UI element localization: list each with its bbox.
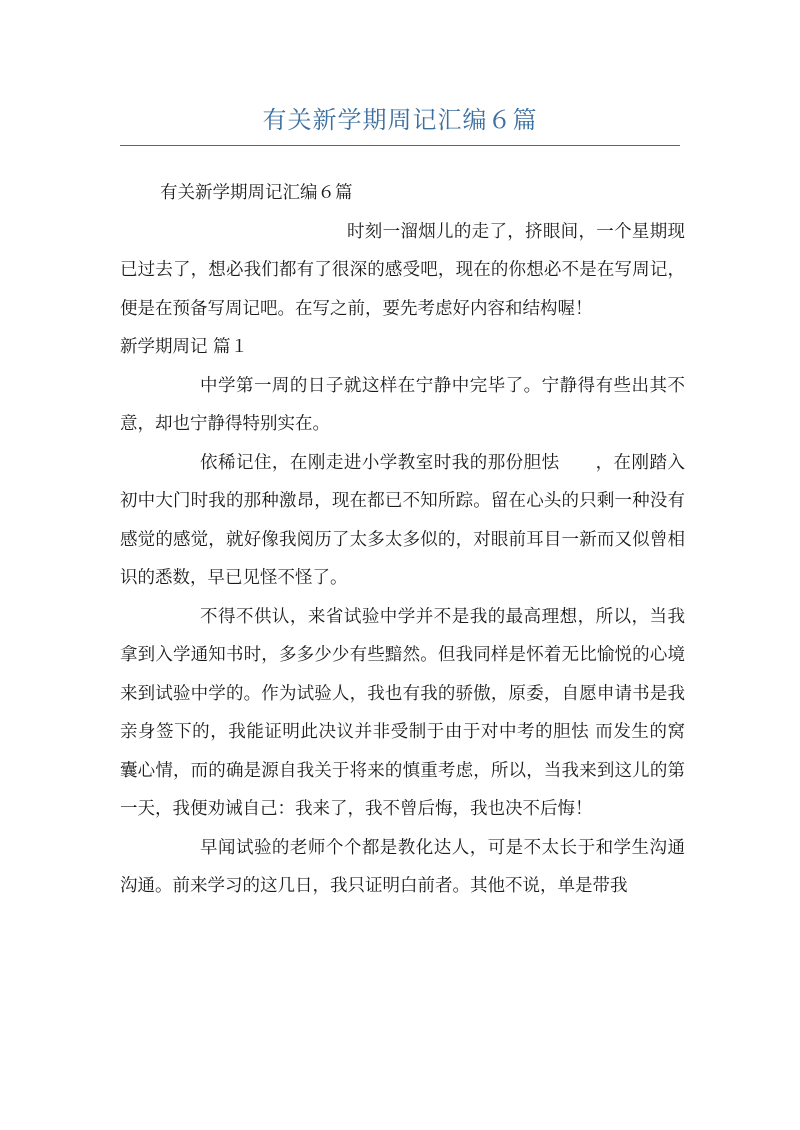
body-paragraph: 依稀记住，在刚走进小学教室时我的那份胆怯 ，在刚踏入初中大门时我的那种激昂，现在都已不知所踪。留在心头的只剩一种没有感觉的感觉，就好像我阅历了太多太多似的，对眼前耳目一新而又似曾相识的悉数，早已见怪不怪了。: [120, 452, 685, 588]
body-paragraph: 中学第一周的日子就这样在宁静中完毕了。宁静得有些出其不意，却也宁静得特别实在。: [120, 375, 685, 434]
document-body: [120, 174, 685, 906]
body-paragraph: 早闻试验的老师个个都是教化达人，可是不太长于和学生沟通沟通。前来学习的这几日，我只证明白前者。其他不说，单是带我: [120, 837, 685, 896]
document-title: 有关新学期周记汇编６篇: [262, 106, 538, 134]
section-heading: 新学期周记 篇１: [120, 337, 249, 357]
intro-paragraph: 时刻一溜烟儿的走了，挤眼间，一个星期现已过去了，想必我们都有了很深的感受吧，现在的你想必不是在写周记，便是在预备写周记吧。在写之前，要先考虑好内容和结构喔！: [120, 221, 685, 319]
document-subtitle: 有关新学期周记汇编６篇: [160, 183, 353, 203]
title-divider: [120, 145, 680, 146]
body-paragraph: 不得不供认，来省试验中学并不是我的最高理想，所以，当我拿到入学通知书时，多多少少有些黯然。但我同样是怀着无比愉悦的心境来到试验中学的。作为试验人，我也有我的骄傲，原委，自愿申请书是我亲身签下的，我能证明此决议并非受制于由于对中考的胆怯 而发生的窝囊心情，而的确是源自我关于将来的慎重考虑，所以，当我来到这儿的第一天，我便劝诫自己：我来了，我不曾后悔，我也决不后悔！: [120, 606, 685, 819]
